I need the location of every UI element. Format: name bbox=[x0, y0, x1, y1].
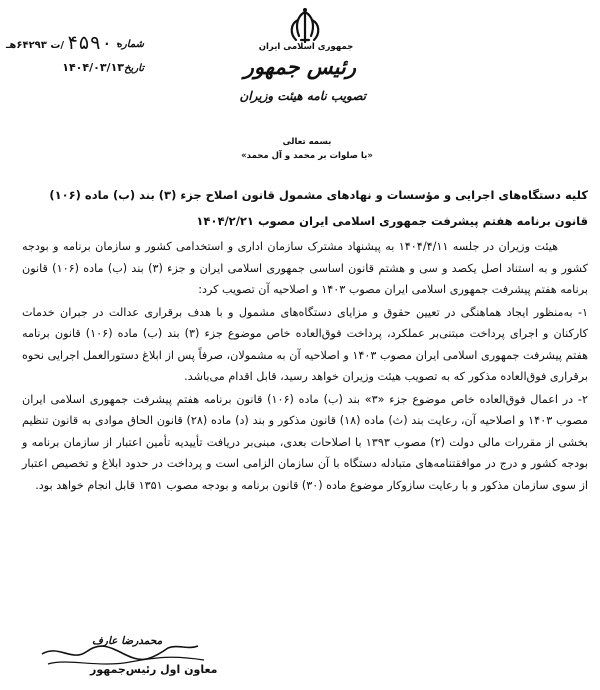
date-label: تاریخ bbox=[124, 63, 144, 74]
intro-paragraph: هیئت وزیران در جلسه ۱۴۰۴/۴/۱۱ به پیشنهاد مشترک سازمان اداری و استخدامی کشور و سازمان برنامه و بودجه کشور و به استناد اصل یکصد و سی و هشتم قانون اساسی جمهوری اسلامی ایران و جزء (۳) بند (ب) ماده (۱۰۶) قانون برنامه هفتم پیشرفت جمهوری اسلامی ایران مصوب ۱۴۰۳ و اصلاحیه آن تصویب کرد: bbox=[22, 240, 588, 296]
number-row bbox=[4, 32, 144, 56]
signatory-title: معاون اول رئیس‌جمهور bbox=[90, 663, 218, 676]
signatory-name: محمدرضا عارف bbox=[92, 635, 163, 647]
date-row bbox=[4, 56, 144, 80]
salawat: «با صلوات بر محمد و آل محمد» bbox=[241, 151, 373, 161]
decree-type: تصویب نامه هیئت وزیران bbox=[239, 89, 366, 103]
letter-meta bbox=[4, 32, 144, 80]
clause-1: ۱- به‌منظور ایجاد هماهنگی در تعیین حقوق و مزایای دستگاه‌های مشمول و با هدف برقراری عدالت در جبران خدمات کارکنان و اجرای پرداخت مبتنی‌بر عملکرد، پرداخت فوق‌العاده خاص موضوع جزء (۳) بند (ب) ماده (۱۰۶) قانون برنامه هفتم پیشرفت جمهوری اسلامی ایران مصوب ۱۴۰۳ و اصلاحیه آن به مشمولان، صرفاً پس از ابلاغ دستورالعمل اجرایی نحوه برقراری فوق‌العاده مذکور که به تصویب هیئت وزیران خواهد رسید، قابل اقدام می‌باشد. bbox=[22, 305, 589, 383]
letter-date: ۱۴۰۴/۰۳/۱۳ bbox=[62, 61, 124, 74]
iran-emblem-icon bbox=[285, 6, 325, 46]
decree-title: کلیه دستگاه‌های اجرایی و مؤسسات و نهادهای مشمول قانون اصلاح جزء (۳) بند (ب) ماده (۱۰۶) قانون برنامه هفتم پیشرفت جمهوری اسلامی ایران مصوب ۱۴۰۴/۲/۲۱ bbox=[49, 188, 588, 228]
decree-body bbox=[22, 236, 588, 497]
letter-number: ۴۵۹۰۰ bbox=[66, 32, 124, 54]
office-title: رئیس جمهور bbox=[243, 54, 356, 79]
clause-2: ۲- در اعمال فوق‌العاده خاص موضوع جزء «۳» بند (ب) ماده (۱۰۶) قانون برنامه هفتم پیشرفت جمهوری اسلامی ایران مصوب ۱۴۰۳ و اصلاحیه آن، رعایت بند (ث) ماده (۱۸) قانون مذکور و بند (د) ماده (۲۸) قانون الحاق موادی به قانون تنظیم بخشی از مقررات مالی دولت (۲) مصوب ۱۳۹۳ با اصلاحات بعدی، مبنی‌بر دریافت تأییدیه تأمین اعتبار از سازمان برنامه و بودجه کشور و درج در موافقتنامه‌های متبادله دستگاه با آن سازمان الزامی است و پرداخت در حدود ابلاغ و تخصیص اعتبار از سوی سازمان مذکور و با رعایت سازوکار موضوع ماده (۳۰) قانون برنامه و بودجه مصوب ۱۳۵۱ قابل انجام خواهد بود. bbox=[22, 392, 589, 492]
letter-code: /ت ۶۴۲۹۳هـ bbox=[6, 40, 65, 51]
bismillah: بسمه تعالی bbox=[282, 137, 332, 147]
number-label: شماره bbox=[116, 39, 144, 50]
country-name: جمهوری اسلامی ایران bbox=[258, 42, 354, 52]
